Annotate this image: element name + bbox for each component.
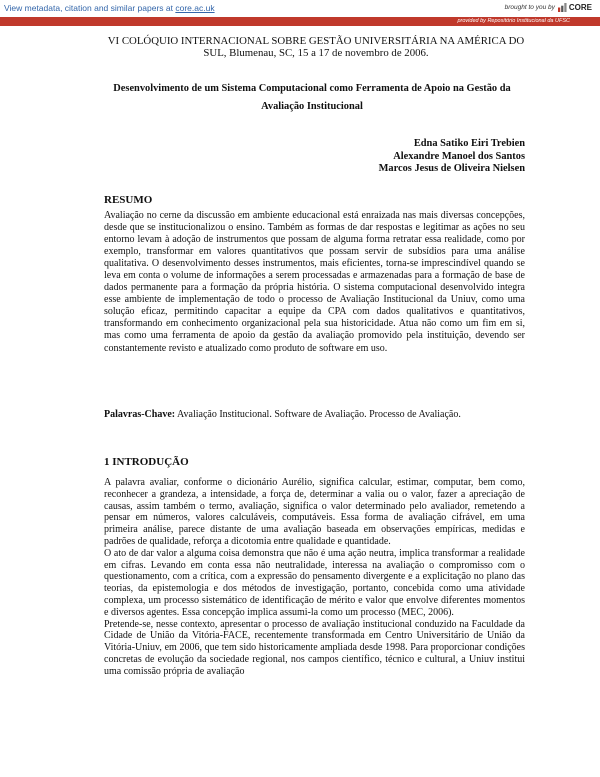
conference-header: VI COLÓQUIO INTERNACIONAL SOBRE GESTÃO UNIVERSITÁRIA NA AMÉRICA DO SUL, Blumenau, SC, 15 a 17 de novembro de 2006. [107,35,525,59]
core-link-prefix[interactable]: View metadata, citation and similar papers at [4,3,176,13]
core-logo-text: CORE [568,3,592,12]
core-link-domain[interactable]: core.ac.uk [175,3,215,13]
author-name: Edna Satiko Eiri Trebien [413,138,525,149]
paper-title: Desenvolvimento de um Sistema Computacional como Ferramenta de Apoio na Gestão da Avaliação Institucional [113,83,511,112]
abstract-body: Avaliação no cerne da discussão em ambiente educacional está enraizada nas mais diversas concepções, desde que se institucionalizou o ensino. Também as formas de dar respostas e legitimar as ações no seu entorno levam à adoção de instrumentos que possam de alguma forma retratar essa realidade, como por exemplo, transformar em valores quantitativos que possam servir de subsídios para uma análise qualitativa. O desenvolvimento desses instrumentos, mais eficientes, torna-se imprescindível quando se leva em conta o volume de informações a serem processadas e armazenadas para a formação de base de dados permanente para a formação da própria história. O sistema computacional desenvolvido integra esse ambiente de implementação de todo o processo de Avaliação Institucional da Uniuv, como uma solução eficaz, permitindo capacitar a equipe da CPA com dados qualitativos e quantitativos, transformando em conhecimento organizacional pela sua historicidade. Atua não como um fim em si, mas como uma ferramenta de apoio da gestão da avaliação promovido pela instituição, devendo ser constantemente revisto e atualizado como produto de software em uso. [104,210,525,354]
paragraph: A palavra avaliar, conforme o dicionário Aurélio, significa calcular, estimar, computar, bem como, reconhecer a grandeza, a intensidade, a força de, determinar a valia ou o valor, fazer a apreciação de causas, assim também o termo, avaliação, significa o valor determinado pelo avaliador, remetendo a pensar em números, valores calculáveis, computáveis. Essa forma de avaliação cifrável, em uma primeira análise, parece distante de uma avaliação baseada em observações empíricas, medidas e padrões de qualidade, reforça a dicotomia entre qualidade e quantidade. [104,477,525,547]
author-list [379,138,525,176]
introduction-body [104,477,525,678]
abstract-heading: RESUMO [104,194,153,206]
author-name: Alexandre Manoel dos Santos [393,150,525,162]
keywords-line [104,409,525,421]
keywords-label: Palavras-Chave: [104,409,176,420]
provider-text: provided by Repositório Institucional da UFSC [457,18,570,24]
paragraph: Pretende-se, nesse contexto, apresentar o processo de avaliação institucional conduzido na Faculdade da Cidade de União da Vitória-FACE, recentemente transformada em Centro Universitário de União da Vitória-Uniuv, em 2006, que tem sido historicamente ampliada desde 1998. Para proporcionar condições concretas de evolução da sociedade regional, nos campos científico, técnico e cultural, a Uniuv institui uma comissão própria de avaliação [104,618,525,677]
paragraph: O ato de dar valor a alguma coisa demonstra que não é uma ação neutra, implica transformar a realidade em cifras. Levando em conta essa não neutralidade, interessa na avaliação o compromisso com o questionamento, com a crítica, com a expressão do pensamento divergente e a explicitação no plano das teorias, da epistemologia e dos métodos de investigação, portanto, concebida como uma atividade complexa, um processo sistemático de identificação de mérito e valor que envolve diferentes momentos e diversos agentes. Essa concepção implica assumi-la como um processo (MEC, 2006). [104,547,525,618]
author-name: Marcos Jesus de Oliveira Nielsen [378,163,525,174]
keywords-text: Avaliação Institucional. Software de Avaliação. Processo de Avaliação. [175,409,461,420]
section-heading: 1 INTRODUÇÃO [104,456,189,468]
brought-by-text: brought to you by [504,4,555,11]
